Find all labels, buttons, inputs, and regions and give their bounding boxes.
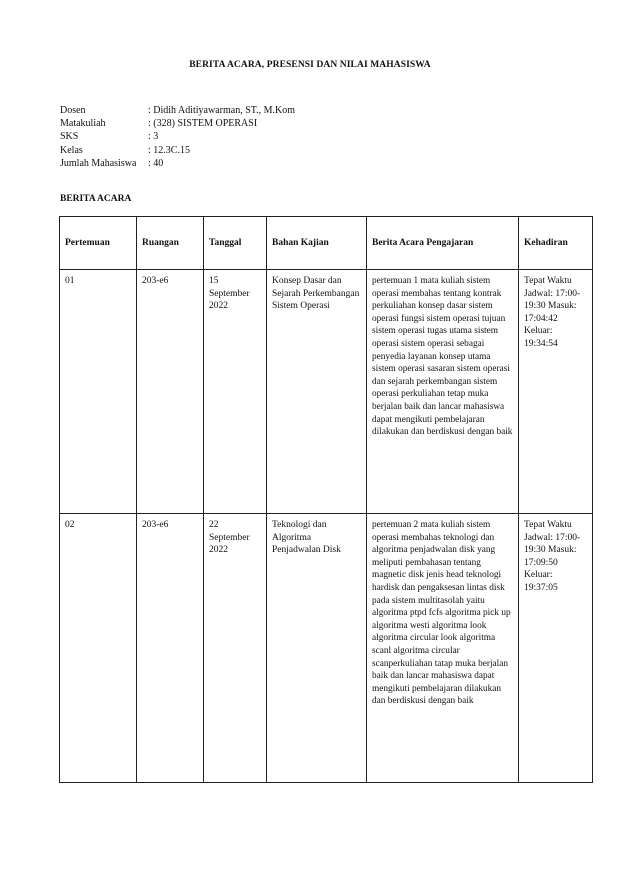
info-row-kelas <box>60 144 295 157</box>
cell-pertemuan: 02 <box>60 514 137 783</box>
cell-berita-acara: pertemuan 2 mata kuliah sistem operasi membahas teknologi dan algoritma penjadwalan disk yang meliputi pembahasan tentang magnetic disk jenis head teknologi hardisk dan pengaksesan lintas disk pada sistem multitasolah yaitu algoritma ptpd fcfs algoritma pick up algoritma westi algoritma look algoritma circular look algoritma scanl algoritma circular scanperkuliahan tatap muka berjalan baik dan lancar mahasiswa dapat mengikuti pembelajaran dilakukan dan berdiskusi dengan baik <box>367 514 519 783</box>
cell-berita-acara: pertemuan 1 mata kuliah sistem operasi membahas tentang kontrak perkuliahan konsep dasar sistem operasi fungsi sistem operasi tujuan sistem operasi tugas utama sistem operasi sistem operasi sebagai penyedia layanan konsep utama sistem operasi sasaran sistem operasi dan sejarah perkembangan sistem operasi perkuliahan tetap muka berjalan baik dan lancar mahasiswa dapat mengikuti pembelajaran dilakukan dan berdiskusi dengan baik <box>367 270 519 514</box>
cell-ruangan: 203-e6 <box>137 270 204 514</box>
cell-bahan-kajian: Teknologi dan Algoritma Penjadwalan Disk <box>267 514 367 783</box>
info-label: Dosen <box>60 105 86 116</box>
info-value: : (328) SISTEM OPERASI <box>148 118 258 130</box>
info-value: : Didih Aditiyawarman, ST., M.Kom <box>148 105 296 116</box>
cell-bahan-kajian: Konsep Dasar dan Sejarah Perkembangan Sistem Operasi <box>267 270 367 514</box>
cell-pertemuan: 01 <box>60 270 137 514</box>
info-row-sks <box>60 130 295 143</box>
section-title: BERITA ACARA <box>60 194 132 204</box>
cell-tanggal: 22 September 2022 <box>204 514 267 783</box>
info-row-matakuliah <box>60 117 295 130</box>
cell-kehadiran: Tepat Waktu Jadwal: 17:00-19:30 Masuk: 17:09:50 Keluar: 19:37:05 <box>519 514 593 783</box>
info-row-dosen <box>60 104 295 117</box>
info-label: Matakuliah <box>60 118 106 130</box>
header-bahan-kajian: Bahan Kajian <box>267 217 367 270</box>
header-tanggal: Tanggal <box>204 217 267 270</box>
info-label: Jumlah Mahasiswa <box>60 157 137 169</box>
course-info <box>60 104 295 170</box>
header-ruangan: Ruangan <box>137 217 204 270</box>
header-berita-acara: Berita Acara Pengajaran <box>367 217 519 270</box>
info-row-jumlah-mahasiswa <box>60 157 295 170</box>
document-title: BERITA ACARA, PRESENSI DAN NILAI MAHASISWA <box>189 60 431 70</box>
table-header-row <box>60 217 593 270</box>
cell-ruangan: 203-e6 <box>137 514 204 783</box>
berita-acara-table <box>59 216 593 783</box>
info-label: Kelas <box>60 144 83 156</box>
table-row <box>60 270 593 514</box>
cell-tanggal: 15 September 2022 <box>204 270 267 514</box>
header-pertemuan: Pertemuan <box>60 217 137 270</box>
info-value: : 12.3C.15 <box>148 144 190 156</box>
info-value: : 3 <box>148 131 159 143</box>
info-value: : 40 <box>148 157 164 169</box>
table-row <box>60 514 593 783</box>
header-kehadiran: Kehadiran <box>519 217 593 270</box>
info-label: SKS <box>60 131 79 143</box>
cell-kehadiran: Tepat Waktu Jadwal: 17:00-19:30 Masuk: 17:04:42 Keluar: 19:34:54 <box>519 270 593 514</box>
